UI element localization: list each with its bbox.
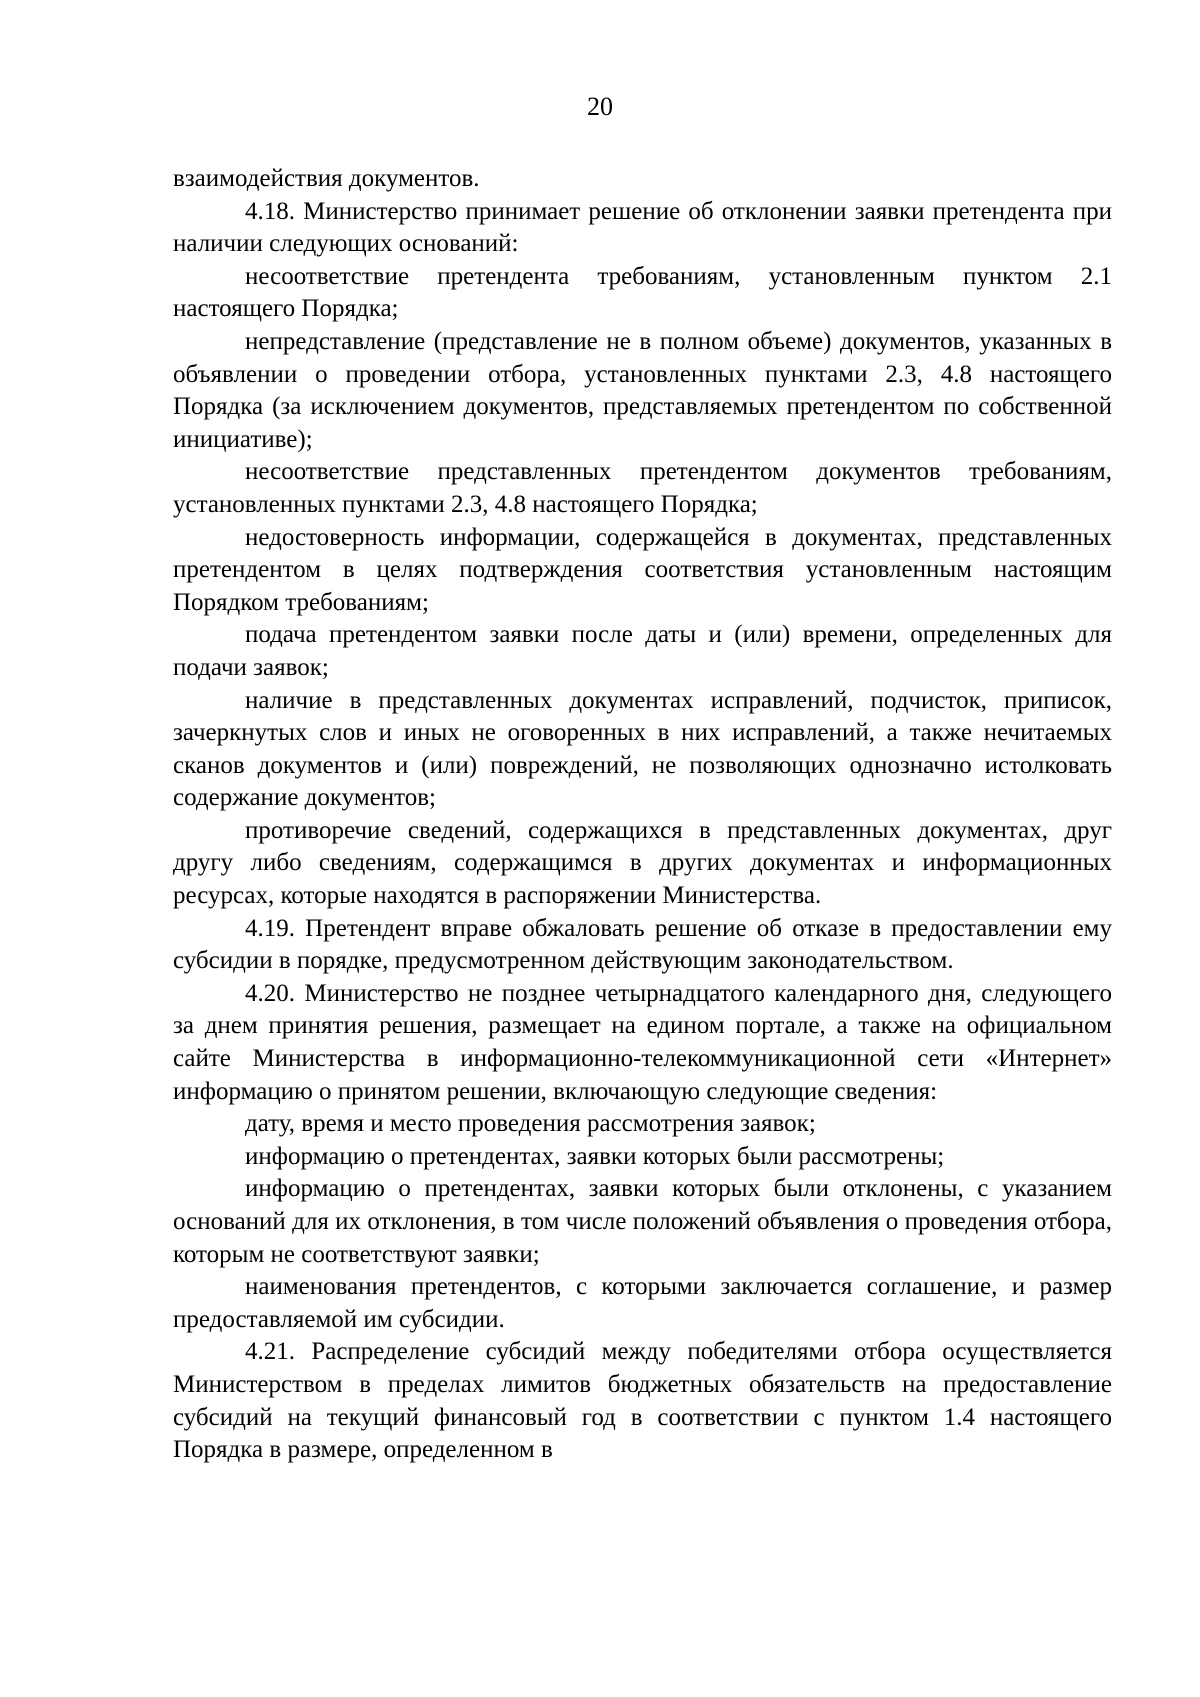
paragraph: несоответствие представленных претендентом документов требованиям, установленных пунктами 2.3, 4.8 настоящего Порядка; — [173, 458, 1112, 518]
paragraph: информацию о претендентах, заявки которых были рассмотрены; — [245, 1142, 945, 1170]
paragraph: наличие в представленных документах исправлений, подчисток, приписок, зачеркнутых слов и иных не оговоренных в них исправлений, а также нечитаемых сканов документов и (или) повреждений, не позволяющих однозначно истолковать содержание документов; — [173, 686, 1112, 812]
paragraph: дату, время и место проведения рассмотрения заявок; — [245, 1110, 816, 1138]
paragraph: подача претендентом заявки после даты и (или) времени, определенных для подачи заявок; — [173, 621, 1112, 681]
paragraph: взаимодействия документов. — [173, 165, 480, 192]
document-body — [173, 163, 1112, 1467]
paragraph: противоречие сведений, содержащихся в представленных документах, друг другу либо сведениям, содержащимся в других документах и информационных ресурсах, которые находятся в распоряжении Министерства. — [173, 816, 1112, 910]
paragraph: 4.18. Министерство принимает решение об отклонении заявки претендента при наличии следующих оснований: — [173, 197, 1112, 258]
page-number: 20 — [587, 92, 613, 121]
paragraph: наименования претендентов, с которыми заключается соглашение, и размер предоставляемой им субсидии. — [173, 1273, 1112, 1333]
paragraph: информацию о претендентах, заявки которых были отклонены, с указанием оснований для их отклонения, в том числе положений объявления о проведения отбора, которым не соответствуют заявки; — [173, 1175, 1112, 1268]
paragraph: недостоверность информации, содержащейся в документах, представленных претендентом в целях подтверждения соответствия установленным настоящим Порядком требованиям; — [173, 523, 1112, 616]
paragraph: 4.20. Министерство не позднее четырнадцатого календарного дня, следующего за днем принятия решения, размещает на едином портале, а также на официальном сайте Министерства в информационно-телекоммуникационной сети «Интернет» информацию о принятом решении, включающую следующие сведения: — [173, 979, 1112, 1105]
paragraph: непредставление (представление не в полном объеме) документов, указанных в объявлении о проведении отбора, установленных пунктами 2.3, 4.8 настоящего Порядка (за исключением документов, представляемых претендентом по собственной инициативе); — [173, 327, 1112, 453]
paragraph: 4.19. Претендент вправе обжаловать решение об отказе в предоставлении ему субсидии в порядке, предусмотренном действующим законодательством. — [173, 914, 1112, 975]
paragraph: 4.21. Распределение субсидий между победителями отбора осуществляется Министерством в пределах лимитов бюджетных обязательств на предоставление субсидий на текущий финансовый год в соответствии с пунктом 1.4 настоящего Порядка в размере, определенном в — [173, 1338, 1112, 1464]
paragraph: несоответствие претендента требованиям, установленным пунктом 2.1 настоящего Порядка; — [173, 262, 1112, 323]
